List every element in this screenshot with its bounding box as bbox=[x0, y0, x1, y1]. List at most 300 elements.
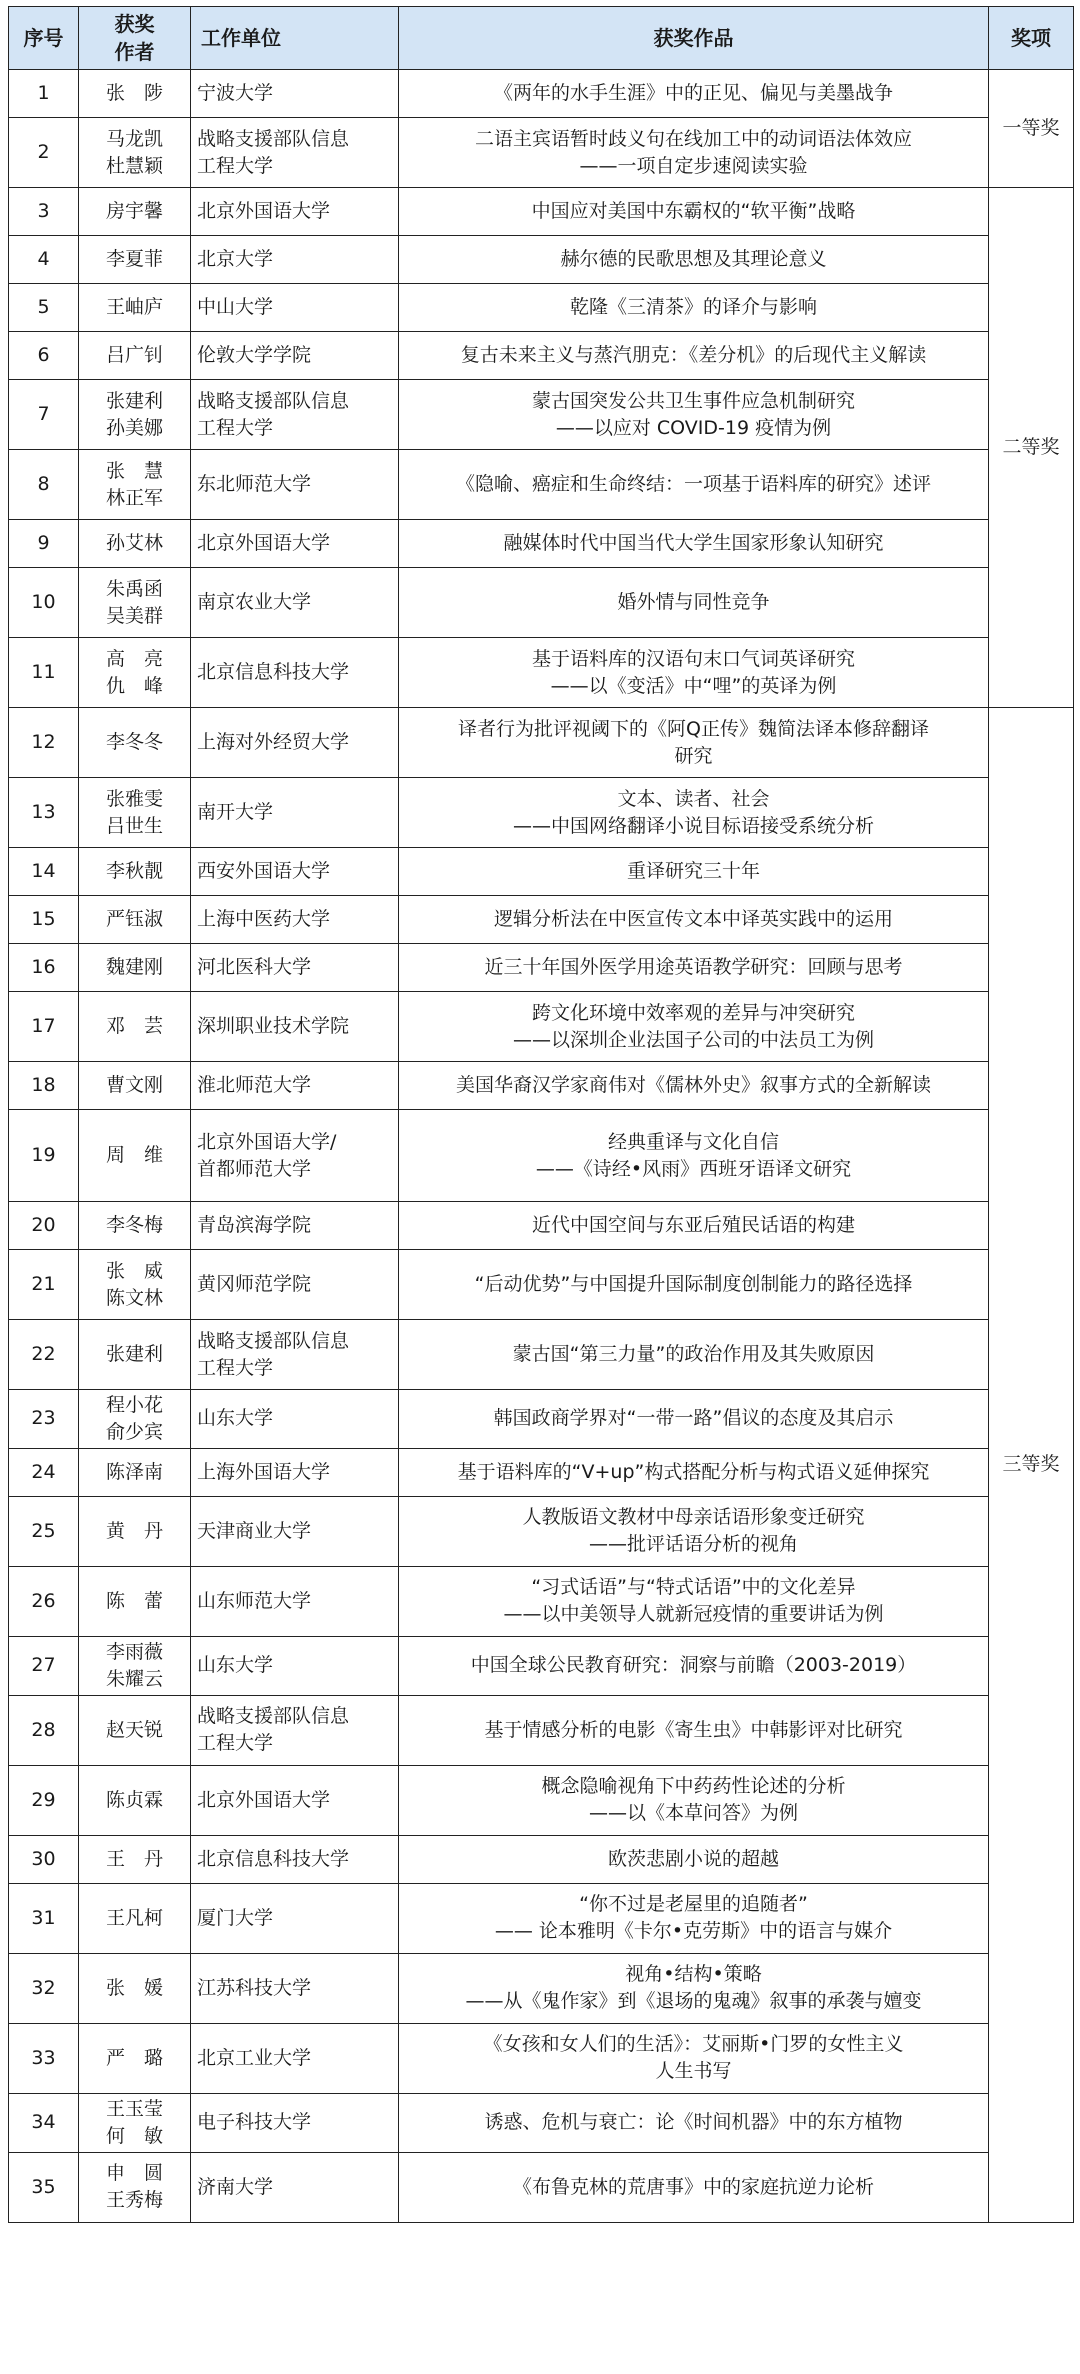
cell-no: 22 bbox=[9, 1320, 79, 1390]
cell-unit bbox=[191, 568, 399, 638]
cell-no: 7 bbox=[9, 380, 79, 450]
table-row bbox=[9, 1320, 1074, 1390]
work-line: ——《诗经•风雨》西班牙语译文研究 bbox=[535, 1157, 852, 1180]
author-name: 周 维 bbox=[105, 1144, 163, 1167]
award-table bbox=[8, 6, 1074, 2223]
unit-line: 工程大学 bbox=[197, 1356, 274, 1379]
cell-unit bbox=[191, 1062, 399, 1110]
author-name: 申 圆 bbox=[105, 2162, 163, 2185]
header-author bbox=[79, 7, 191, 70]
author-name: 黄 丹 bbox=[105, 1519, 163, 1542]
author-name: 王凡柯 bbox=[105, 1906, 163, 1929]
work-line: 人生书写 bbox=[655, 2060, 732, 2083]
table-row bbox=[9, 1695, 1074, 1765]
cell-unit bbox=[191, 1695, 399, 1765]
work-line: —— 论本雅明《卡尔•克劳斯》中的语言与媒介 bbox=[494, 1920, 893, 1943]
cell-work bbox=[399, 70, 989, 118]
cell-no: 25 bbox=[9, 1496, 79, 1566]
cell-work bbox=[399, 1566, 989, 1636]
cell-work bbox=[399, 236, 989, 284]
cell-no: 19 bbox=[9, 1110, 79, 1202]
author-name: 俞少宾 bbox=[105, 1420, 163, 1443]
cell-no: 14 bbox=[9, 848, 79, 896]
unit-line: 北京外国语大学/ bbox=[197, 1130, 337, 1153]
work-line: “后动优势”与中国提升国际制度创制能力的路径选择 bbox=[474, 1273, 913, 1296]
unit-line: 战略支援部队信息 bbox=[197, 1705, 350, 1728]
unit-line: 北京大学 bbox=[197, 248, 274, 271]
author-name: 张建利 bbox=[105, 389, 163, 412]
unit-line: 伦敦大学学院 bbox=[197, 344, 312, 367]
cell-authors bbox=[79, 450, 191, 520]
cell-no: 9 bbox=[9, 520, 79, 568]
unit-line: 战略支援部队信息 bbox=[197, 389, 350, 412]
unit-line: 北京信息科技大学 bbox=[197, 661, 350, 684]
author-name: 吴美群 bbox=[105, 604, 163, 627]
work-line: ——以深圳企业法国子公司的中法员工为例 bbox=[512, 1028, 874, 1051]
table-row bbox=[9, 70, 1074, 118]
table-row bbox=[9, 992, 1074, 1062]
unit-line: 黄冈师范学院 bbox=[197, 1273, 312, 1296]
cell-no: 12 bbox=[9, 708, 79, 778]
cell-no: 29 bbox=[9, 1765, 79, 1835]
author-name: 仇 峰 bbox=[105, 674, 163, 697]
cell-unit bbox=[191, 1320, 399, 1390]
cell-unit bbox=[191, 118, 399, 188]
cell-work bbox=[399, 1765, 989, 1835]
work-line: 赫尔德的民歌思想及其理论意义 bbox=[560, 248, 827, 271]
work-line: 研究 bbox=[674, 744, 713, 767]
author-name: 王岫庐 bbox=[105, 296, 163, 319]
unit-line: 北京外国语大学 bbox=[197, 200, 331, 223]
author-name: 张 慧 bbox=[105, 459, 163, 482]
work-line: ——以《本草问答》为例 bbox=[588, 1802, 798, 1825]
author-name: 房宇馨 bbox=[105, 200, 163, 223]
unit-line: 山东大学 bbox=[197, 1654, 274, 1677]
author-name: 张建利 bbox=[105, 1343, 163, 1366]
work-line: 视角•结构•策略 bbox=[625, 1963, 762, 1986]
author-name: 张雅雯 bbox=[105, 787, 163, 810]
cell-no: 23 bbox=[9, 1390, 79, 1449]
table-row bbox=[9, 380, 1074, 450]
unit-line: 上海中医药大学 bbox=[197, 908, 331, 931]
cell-unit bbox=[191, 1250, 399, 1320]
cell-authors bbox=[79, 1566, 191, 1636]
unit-line: 北京外国语大学 bbox=[197, 532, 331, 555]
cell-work bbox=[399, 380, 989, 450]
author-name: 李冬冬 bbox=[105, 731, 163, 754]
unit-line: 战略支援部队信息 bbox=[197, 1329, 350, 1352]
author-name: 何 敏 bbox=[105, 2124, 163, 2147]
work-line: 乾隆《三清茶》的译介与影响 bbox=[569, 296, 817, 319]
cell-authors bbox=[79, 1390, 191, 1449]
work-line: ——批评话语分析的视角 bbox=[588, 1533, 798, 1556]
author-name: 陈 蕾 bbox=[105, 1589, 163, 1612]
cell-authors bbox=[79, 1883, 191, 1953]
cell-work bbox=[399, 284, 989, 332]
cell-unit bbox=[191, 236, 399, 284]
work-line: 《女孩和女人们的生活》：艾丽斯•门罗的女性主义 bbox=[483, 2033, 904, 2056]
table-row bbox=[9, 778, 1074, 848]
cell-unit bbox=[191, 778, 399, 848]
cell-unit bbox=[191, 708, 399, 778]
unit-line: 济南大学 bbox=[197, 2175, 274, 2198]
work-line: 中国应对美国中东霸权的“软平衡”战略 bbox=[531, 200, 856, 223]
work-line: 基于语料库的“V+up”构式搭配分析与构式语义延伸探究 bbox=[457, 1460, 930, 1483]
unit-line: 战略支援部队信息 bbox=[197, 127, 350, 150]
cell-unit bbox=[191, 332, 399, 380]
unit-line: 山东师范大学 bbox=[197, 1589, 312, 1612]
cell-authors bbox=[79, 944, 191, 992]
cell-no: 18 bbox=[9, 1062, 79, 1110]
cell-unit bbox=[191, 1202, 399, 1250]
cell-authors bbox=[79, 380, 191, 450]
cell-work bbox=[399, 708, 989, 778]
cell-work bbox=[399, 778, 989, 848]
work-line: 美国华裔汉学家商伟对《儒林外史》叙事方式的全新解读 bbox=[455, 1074, 931, 1097]
cell-authors bbox=[79, 118, 191, 188]
table-row bbox=[9, 2093, 1074, 2152]
work-line: ——一项自定步速阅读实验 bbox=[579, 154, 808, 177]
table-row bbox=[9, 1883, 1074, 1953]
author-name: 陈贞霖 bbox=[105, 1788, 163, 1811]
header-unit: 工作单位 bbox=[191, 7, 399, 70]
table-row bbox=[9, 1566, 1074, 1636]
table-row bbox=[9, 1496, 1074, 1566]
author-name: 王玉莹 bbox=[105, 2097, 163, 2120]
table-row bbox=[9, 708, 1074, 778]
unit-line: 工程大学 bbox=[197, 154, 274, 177]
cell-authors bbox=[79, 236, 191, 284]
author-name: 李秋靓 bbox=[105, 860, 163, 883]
unit-line: 北京信息科技大学 bbox=[197, 1847, 350, 1870]
cell-unit bbox=[191, 188, 399, 236]
cell-authors bbox=[79, 332, 191, 380]
cell-work bbox=[399, 992, 989, 1062]
author-name: 李雨薇 bbox=[105, 1640, 163, 1663]
cell-award-first: 一等奖 bbox=[989, 70, 1074, 188]
cell-no: 24 bbox=[9, 1448, 79, 1496]
author-name: 李夏菲 bbox=[105, 248, 163, 271]
cell-unit bbox=[191, 1390, 399, 1449]
cell-work bbox=[399, 188, 989, 236]
table-row bbox=[9, 1636, 1074, 1695]
cell-no: 34 bbox=[9, 2093, 79, 2152]
cell-unit bbox=[191, 992, 399, 1062]
work-line: ——中国网络翻译小说目标语接受系统分析 bbox=[512, 814, 874, 837]
work-line: 基于语料库的汉语句末口气词英译研究 bbox=[531, 647, 855, 670]
cell-no: 33 bbox=[9, 2023, 79, 2093]
unit-line: 青岛滨海学院 bbox=[197, 1214, 312, 1237]
table-row bbox=[9, 848, 1074, 896]
table-row bbox=[9, 188, 1074, 236]
author-name: 朱禹函 bbox=[105, 577, 163, 600]
work-line: 复古未来主义与蒸汽朋克：《差分机》的后现代主义解读 bbox=[460, 344, 927, 367]
unit-line: 深圳职业技术学院 bbox=[197, 1015, 350, 1038]
cell-unit bbox=[191, 896, 399, 944]
cell-unit bbox=[191, 1110, 399, 1202]
author-name: 陈泽南 bbox=[105, 1460, 163, 1483]
cell-authors bbox=[79, 1695, 191, 1765]
author-name: 张 媛 bbox=[105, 1976, 163, 1999]
table-row bbox=[9, 1835, 1074, 1883]
cell-authors bbox=[79, 1765, 191, 1835]
cell-unit bbox=[191, 2023, 399, 2093]
work-line: 婚外情与同性竞争 bbox=[617, 591, 770, 614]
author-name: 赵天锐 bbox=[105, 1718, 163, 1741]
cell-no: 8 bbox=[9, 450, 79, 520]
cell-work bbox=[399, 1448, 989, 1496]
cell-unit bbox=[191, 1448, 399, 1496]
unit-line: 上海对外经贸大学 bbox=[197, 731, 350, 754]
unit-line: 首都师范大学 bbox=[197, 1157, 312, 1180]
cell-work bbox=[399, 520, 989, 568]
unit-line: 山东大学 bbox=[197, 1407, 274, 1430]
cell-authors bbox=[79, 70, 191, 118]
cell-no: 13 bbox=[9, 778, 79, 848]
cell-work bbox=[399, 2093, 989, 2152]
cell-no: 30 bbox=[9, 1835, 79, 1883]
work-line: 蒙古国“第三力量”的政治作用及其失败原因 bbox=[512, 1343, 875, 1366]
table-row bbox=[9, 2023, 1074, 2093]
cell-unit bbox=[191, 1883, 399, 1953]
cell-no: 32 bbox=[9, 1953, 79, 2023]
cell-no: 1 bbox=[9, 70, 79, 118]
cell-work bbox=[399, 944, 989, 992]
work-line: 跨文化环境中效率观的差异与冲突研究 bbox=[531, 1001, 855, 1024]
cell-award-second: 二等奖 bbox=[989, 188, 1074, 708]
author-name: 程小花 bbox=[105, 1394, 163, 1416]
author-name: 曹文刚 bbox=[105, 1074, 163, 1097]
table-row bbox=[9, 1765, 1074, 1835]
cell-no: 17 bbox=[9, 992, 79, 1062]
cell-work bbox=[399, 1062, 989, 1110]
unit-line: 电子科技大学 bbox=[197, 2111, 312, 2134]
author-name: 张 陟 bbox=[105, 82, 163, 105]
author-name: 吕广钊 bbox=[105, 344, 163, 367]
cell-unit bbox=[191, 450, 399, 520]
cell-authors bbox=[79, 1110, 191, 1202]
cell-authors bbox=[79, 848, 191, 896]
work-line: “习式话语”与“特式话语”中的文化差异 bbox=[531, 1576, 856, 1599]
cell-authors bbox=[79, 520, 191, 568]
cell-unit bbox=[191, 1566, 399, 1636]
cell-no: 10 bbox=[9, 568, 79, 638]
cell-authors bbox=[79, 2093, 191, 2152]
unit-line: 河北医科大学 bbox=[197, 956, 312, 979]
cell-authors bbox=[79, 708, 191, 778]
cell-authors bbox=[79, 188, 191, 236]
unit-line: 南开大学 bbox=[197, 801, 274, 824]
author-name: 高 亮 bbox=[105, 647, 163, 670]
cell-authors bbox=[79, 1250, 191, 1320]
work-line: 中国全球公民教育研究：洞察与前瞻（2003-2019） bbox=[470, 1654, 917, 1677]
cell-work bbox=[399, 1695, 989, 1765]
cell-unit bbox=[191, 284, 399, 332]
unit-line: 北京外国语大学 bbox=[197, 1788, 331, 1811]
work-line: 诱惑、危机与衰亡：论《时间机器》中的东方植物 bbox=[484, 2111, 903, 2134]
table-row bbox=[9, 236, 1074, 284]
work-line: 人教版语文教材中母亲话语形象变迁研究 bbox=[522, 1506, 865, 1529]
cell-authors bbox=[79, 1202, 191, 1250]
unit-line: 厦门大学 bbox=[197, 1906, 274, 1929]
table-row bbox=[9, 520, 1074, 568]
unit-line: 中山大学 bbox=[197, 296, 274, 319]
cell-work bbox=[399, 1835, 989, 1883]
cell-work bbox=[399, 1390, 989, 1449]
table-row bbox=[9, 2152, 1074, 2222]
table-row bbox=[9, 450, 1074, 520]
cell-no: 35 bbox=[9, 2152, 79, 2222]
cell-authors bbox=[79, 1835, 191, 1883]
header-author-line1: 获奖 bbox=[114, 11, 155, 36]
cell-work bbox=[399, 118, 989, 188]
table-row bbox=[9, 332, 1074, 380]
cell-no: 11 bbox=[9, 638, 79, 708]
unit-line: 江苏科技大学 bbox=[197, 1976, 312, 1999]
cell-authors bbox=[79, 1062, 191, 1110]
author-name: 马龙凯 bbox=[105, 127, 163, 150]
cell-work bbox=[399, 1883, 989, 1953]
header-no: 序号 bbox=[9, 7, 79, 70]
header-work: 获奖作品 bbox=[399, 7, 989, 70]
work-line: 韩国政商学界对“一带一路”倡议的态度及其启示 bbox=[493, 1407, 894, 1430]
cell-authors bbox=[79, 1953, 191, 2023]
work-line: 《两年的水手生涯》中的正见、偏见与美墨战争 bbox=[493, 82, 893, 105]
author-name: 吕世生 bbox=[105, 814, 163, 837]
cell-work bbox=[399, 1953, 989, 2023]
cell-authors bbox=[79, 778, 191, 848]
table-row bbox=[9, 1250, 1074, 1320]
cell-unit bbox=[191, 638, 399, 708]
cell-no: 3 bbox=[9, 188, 79, 236]
author-name: 杜慧颖 bbox=[105, 154, 163, 177]
unit-line: 南京农业大学 bbox=[197, 591, 312, 614]
table-row bbox=[9, 896, 1074, 944]
cell-work bbox=[399, 638, 989, 708]
table-row bbox=[9, 1953, 1074, 2023]
cell-no: 6 bbox=[9, 332, 79, 380]
cell-no: 31 bbox=[9, 1883, 79, 1953]
table-row bbox=[9, 638, 1074, 708]
cell-authors bbox=[79, 1496, 191, 1566]
cell-no: 26 bbox=[9, 1566, 79, 1636]
cell-unit bbox=[191, 380, 399, 450]
cell-no: 4 bbox=[9, 236, 79, 284]
author-name: 李冬梅 bbox=[105, 1214, 163, 1237]
cell-no: 15 bbox=[9, 896, 79, 944]
cell-no: 20 bbox=[9, 1202, 79, 1250]
unit-line: 天津商业大学 bbox=[197, 1519, 312, 1542]
cell-authors bbox=[79, 568, 191, 638]
header-award: 奖项 bbox=[989, 7, 1074, 70]
author-name: 朱耀云 bbox=[105, 1667, 163, 1690]
cell-no: 28 bbox=[9, 1695, 79, 1765]
work-line: 欧茨悲剧小说的超越 bbox=[607, 1847, 779, 1870]
table-row bbox=[9, 944, 1074, 992]
cell-work bbox=[399, 568, 989, 638]
unit-line: 淮北师范大学 bbox=[197, 1074, 312, 1097]
cell-unit bbox=[191, 1636, 399, 1695]
author-name: 孙美娜 bbox=[105, 416, 163, 439]
author-name: 孙艾林 bbox=[105, 532, 163, 555]
work-line: 融媒体时代中国当代大学生国家形象认知研究 bbox=[503, 532, 884, 555]
work-line: 译者行为批评视阈下的《阿Q正传》魏简法译本修辞翻译 bbox=[458, 717, 929, 740]
cell-authors bbox=[79, 896, 191, 944]
author-name: 邓 芸 bbox=[105, 1015, 163, 1038]
work-line: “你不过是老屋里的追随者” bbox=[579, 1893, 808, 1916]
cell-authors bbox=[79, 2023, 191, 2093]
cell-authors bbox=[79, 1320, 191, 1390]
table-row bbox=[9, 118, 1074, 188]
unit-line: 北京工业大学 bbox=[197, 2046, 312, 2069]
author-name: 魏建刚 bbox=[105, 956, 163, 979]
header-row bbox=[9, 7, 1074, 70]
cell-unit bbox=[191, 1496, 399, 1566]
cell-work bbox=[399, 450, 989, 520]
work-line: 蒙古国突发公共卫生事件应急机制研究 bbox=[531, 389, 855, 412]
author-name: 严钰淑 bbox=[105, 908, 163, 931]
table-row bbox=[9, 1110, 1074, 1202]
work-line: 基于情感分析的电影《寄生虫》中韩影评对比研究 bbox=[484, 1718, 903, 1741]
work-line: 逻辑分析法在中医宣传文本中译英实践中的运用 bbox=[493, 908, 893, 931]
cell-work bbox=[399, 1110, 989, 1202]
cell-work bbox=[399, 1250, 989, 1320]
unit-line: 东北师范大学 bbox=[197, 473, 312, 496]
work-line: 文本、读者、社会 bbox=[617, 787, 770, 810]
work-line: 近代中国空间与东亚后殖民话语的构建 bbox=[531, 1214, 855, 1237]
table-row bbox=[9, 1390, 1074, 1449]
work-line: ——从《鬼作家》到《退场的鬼魂》叙事的承袭与嬗变 bbox=[465, 1990, 922, 2013]
author-name: 陈文林 bbox=[105, 1286, 163, 1309]
cell-authors bbox=[79, 638, 191, 708]
unit-line: 上海外国语大学 bbox=[197, 1460, 331, 1483]
unit-line: 西安外国语大学 bbox=[197, 860, 331, 883]
author-name: 王秀梅 bbox=[105, 2189, 163, 2212]
cell-unit bbox=[191, 944, 399, 992]
table-row bbox=[9, 1448, 1074, 1496]
unit-line: 工程大学 bbox=[197, 416, 274, 439]
cell-work bbox=[399, 1320, 989, 1390]
cell-authors bbox=[79, 992, 191, 1062]
author-name: 王 丹 bbox=[105, 1847, 163, 1870]
work-line: 《布鲁克林的荒唐事》中的家庭抗逆力论析 bbox=[512, 2175, 874, 2198]
unit-line: 工程大学 bbox=[197, 1732, 274, 1755]
cell-unit bbox=[191, 520, 399, 568]
table-row bbox=[9, 1202, 1074, 1250]
cell-work bbox=[399, 896, 989, 944]
cell-authors bbox=[79, 2152, 191, 2222]
author-name: 林正军 bbox=[105, 486, 163, 509]
unit-line: 宁波大学 bbox=[197, 82, 274, 105]
cell-unit bbox=[191, 1835, 399, 1883]
cell-work bbox=[399, 332, 989, 380]
table-row bbox=[9, 568, 1074, 638]
cell-no: 27 bbox=[9, 1636, 79, 1695]
cell-award-third: 三等奖 bbox=[989, 708, 1074, 2223]
cell-no: 2 bbox=[9, 118, 79, 188]
table-row bbox=[9, 1062, 1074, 1110]
cell-authors bbox=[79, 1636, 191, 1695]
table-body bbox=[9, 70, 1074, 2223]
cell-work bbox=[399, 1202, 989, 1250]
cell-unit bbox=[191, 70, 399, 118]
cell-no: 21 bbox=[9, 1250, 79, 1320]
author-name: 张 威 bbox=[105, 1259, 163, 1282]
work-line: 概念隐喻视角下中药药性论述的分析 bbox=[541, 1775, 846, 1798]
cell-work bbox=[399, 848, 989, 896]
cell-authors bbox=[79, 284, 191, 332]
work-line: ——以中美领导人就新冠疫情的重要讲话为例 bbox=[503, 1603, 884, 1626]
